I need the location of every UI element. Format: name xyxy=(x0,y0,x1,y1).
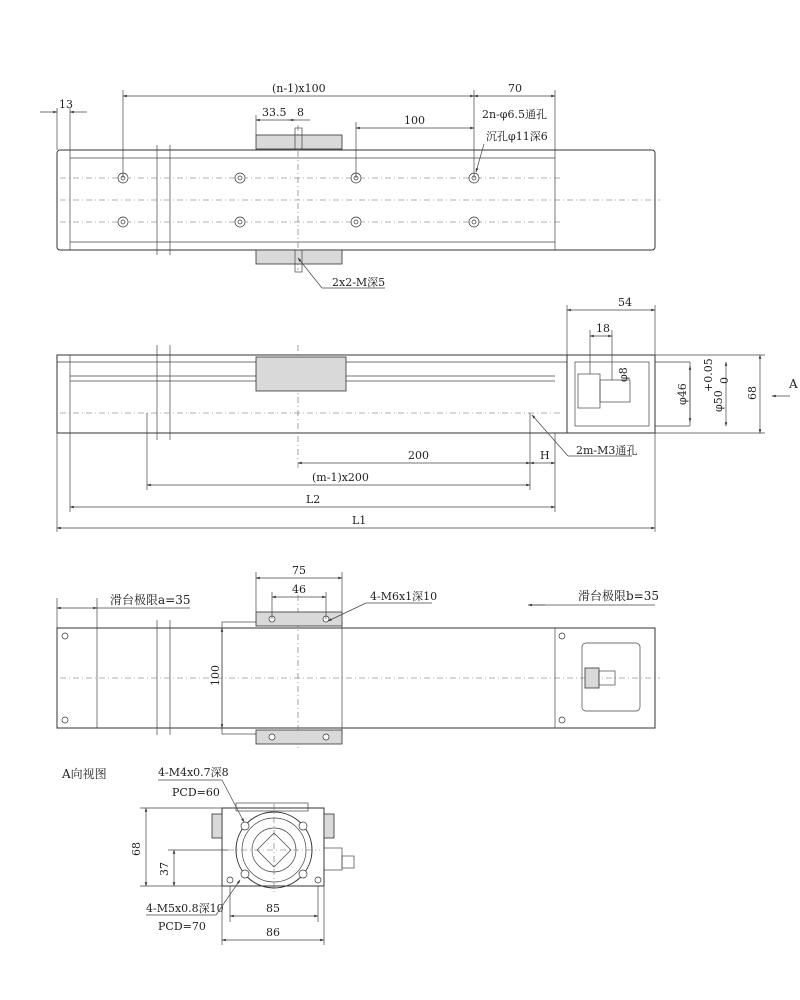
dim-13: 13 xyxy=(59,98,73,111)
limit-a: 滑台极限a=35 xyxy=(110,593,191,607)
top-carriage-tab-upper xyxy=(256,135,342,149)
dim-phi46: φ46 xyxy=(676,383,689,405)
dim-h: H xyxy=(540,449,550,462)
dim-phi50-tol-upper: +0.05 xyxy=(702,358,715,392)
note-m4: 4-M4x0.7深8 xyxy=(158,766,229,779)
dim-37: 37 xyxy=(158,862,171,876)
pcd-70: PCD=70 xyxy=(158,920,206,933)
dim-l2: L2 xyxy=(306,493,321,506)
plan-view xyxy=(57,564,660,750)
dim-200: 200 xyxy=(408,449,429,462)
note-through-hole: 2n-φ6.5通孔 xyxy=(482,108,547,121)
note-counterbore: 沉孔φ11深6 xyxy=(486,130,548,143)
side-carriage xyxy=(256,357,346,391)
label-a: A xyxy=(789,377,798,391)
dim-86: 86 xyxy=(266,926,280,939)
dim-100-plan: 100 xyxy=(209,665,222,686)
dim-18: 18 xyxy=(596,322,610,335)
dim-100-top: 100 xyxy=(404,114,425,127)
note-m6: 4-M6x1深10 xyxy=(370,590,438,603)
dim-phi8: φ8 xyxy=(617,367,630,382)
a-view-flange xyxy=(222,808,324,886)
dim-68-side: 68 xyxy=(746,386,759,400)
pcd-60: PCD=60 xyxy=(172,786,220,799)
dim-m1x200: (m-1)x200 xyxy=(312,471,369,484)
note-thread: 2x2-M深5 xyxy=(332,276,386,289)
dim-75: 75 xyxy=(292,564,306,577)
top-view xyxy=(40,82,660,289)
dim-l1: L1 xyxy=(352,514,367,527)
top-carriage-tab-lower xyxy=(256,250,342,264)
dim-85: 85 xyxy=(266,902,280,915)
a-view xyxy=(61,766,354,945)
side-view xyxy=(57,296,798,532)
a-view-title: A向视图 xyxy=(62,767,107,781)
note-m5: 4-M5x0.8深10 xyxy=(146,902,224,915)
note-m3: 2m-M3通孔 xyxy=(576,444,638,457)
dim-phi50: φ50 xyxy=(712,390,725,412)
dim-phi50-tol-lower: 0 xyxy=(718,377,731,384)
dim-n1x100: (n-1)x100 xyxy=(272,82,326,95)
dim-46: 46 xyxy=(292,583,306,596)
dim-8: 8 xyxy=(297,106,304,119)
dim-54: 54 xyxy=(618,296,632,309)
dim-33-5: 33.5 xyxy=(262,106,287,119)
dim-68-a: 68 xyxy=(130,842,143,856)
dim-70: 70 xyxy=(508,82,522,95)
motor-mount xyxy=(567,355,655,433)
limit-b: 滑台极限b=35 xyxy=(578,589,660,603)
